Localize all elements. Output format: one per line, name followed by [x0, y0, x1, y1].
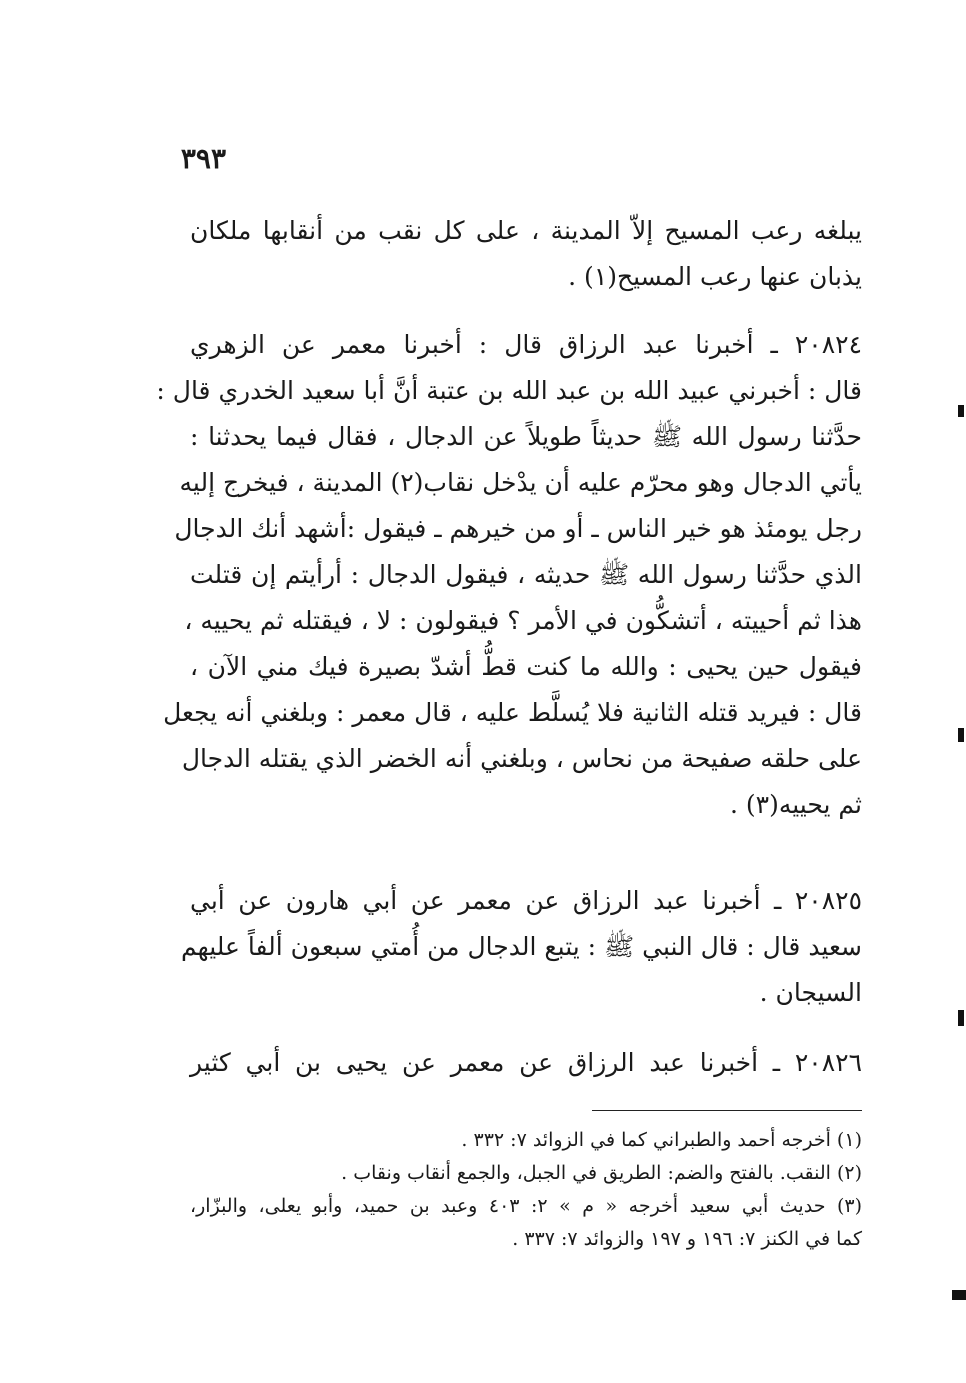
text-line: سعيد قال : قال النبي ﷺ : يتبع الدجال من أُمتي سبعون ألفاً عليهم [181, 932, 862, 961]
text-line: هذا ثم أحييته ، أتشكُّون في الأمر ؟ فيقولون : لا ، فيقتله ثم يحييه ، [184, 606, 862, 635]
footnote-1: (١) أخرجه أحمد والطبراني كما في الزوائد ٧: ٣٣٢ . [461, 1129, 862, 1151]
hadith-20825 [181, 878, 862, 1016]
text-line: ٢٠٨٢٤ ـ أخبرنا عبد الرزاق قال : أخبرنا معمر عن الزهري [190, 330, 862, 359]
paragraph-continuation [190, 208, 862, 300]
text-line: ٢٠٨٢٥ ـ أخبرنا عبد الرزاق عن معمر عن أبي هارون عن أبي [190, 886, 862, 915]
hadith-20826 [190, 1040, 862, 1086]
footnote-3-continued: كما في الكنز ٧: ١٩٦ و ١٩٧ والزوائد ٧: ٣٣٧ . [512, 1228, 862, 1250]
scan-edge-mark [958, 728, 964, 742]
hadith-20824 [156, 322, 862, 828]
text-line: السيجان . [759, 978, 862, 1007]
footnote-2: (٢) النقب. بالفتح والضم: الطريق في الجبل، والجمع أنقاب ونقاب . [341, 1162, 862, 1184]
text-line: على حلقه صفيحة من نحاس ، وبلغني أنه الخضر الذي يقتله الدجال [181, 744, 862, 773]
text-line: حدَّثنا رسول الله ﷺ حديثاً طويلاً عن الدجال ، فقال فيما يحدثنا : [190, 422, 862, 451]
text-line: قال : أخبرني عبيد الله بن عبد الله بن عتبة أنَّ أبا سعيد الخدري قال : [156, 376, 862, 405]
scan-edge-mark [958, 405, 964, 417]
footnotes [190, 1124, 862, 1256]
text-line: الذي حدَّثنا رسول الله ﷺ حديثه ، فيقول الدجال : أرأيتم إن قتلت [190, 560, 862, 589]
text-line: يذبان عنها رعب المسيح(١) . [568, 262, 862, 291]
text-line: رجل يومئذ هو خير الناس ـ أو من خيرهم ـ فيقول :أشهد أنك الدجال [174, 514, 862, 543]
text-line: ثم يحييه(٣) . [730, 790, 862, 819]
text-line: يأتي الدجال وهو محرّم عليه أن يدْخل نقاب(٢) المدينة ، فيخرج إليه [179, 468, 862, 497]
scan-edge-mark [952, 1290, 966, 1300]
text-line: ٢٠٨٢٦ ـ أخبرنا عبد الرزاق عن معمر عن يحيى بن أبي كثير [190, 1048, 862, 1077]
footnote-3: (٣) حديث أبي سعيد أخرجه « م » ٢: ٤٠٣ وعبد بن حميد، وأبو يعلى، والبزّار، [190, 1195, 862, 1217]
scan-edge-mark [958, 1010, 964, 1026]
text-line: يبلغه رعب المسيح إلاّ المدينة ، على كل نقب من أنقابها ملكان [190, 216, 862, 245]
page-number: ٣٩٣ [180, 142, 226, 175]
text-line: فيقول حين يحيى : والله ما كنت قطُّ أشدّ بصيرة فيك مني الآن ، [190, 652, 862, 681]
text-line: قال : فيريد قتله الثانية فلا يُسلَّط عليه ، قال معمر : وبلغني أنه يجعل [163, 698, 862, 727]
footnote-divider [592, 1110, 862, 1111]
